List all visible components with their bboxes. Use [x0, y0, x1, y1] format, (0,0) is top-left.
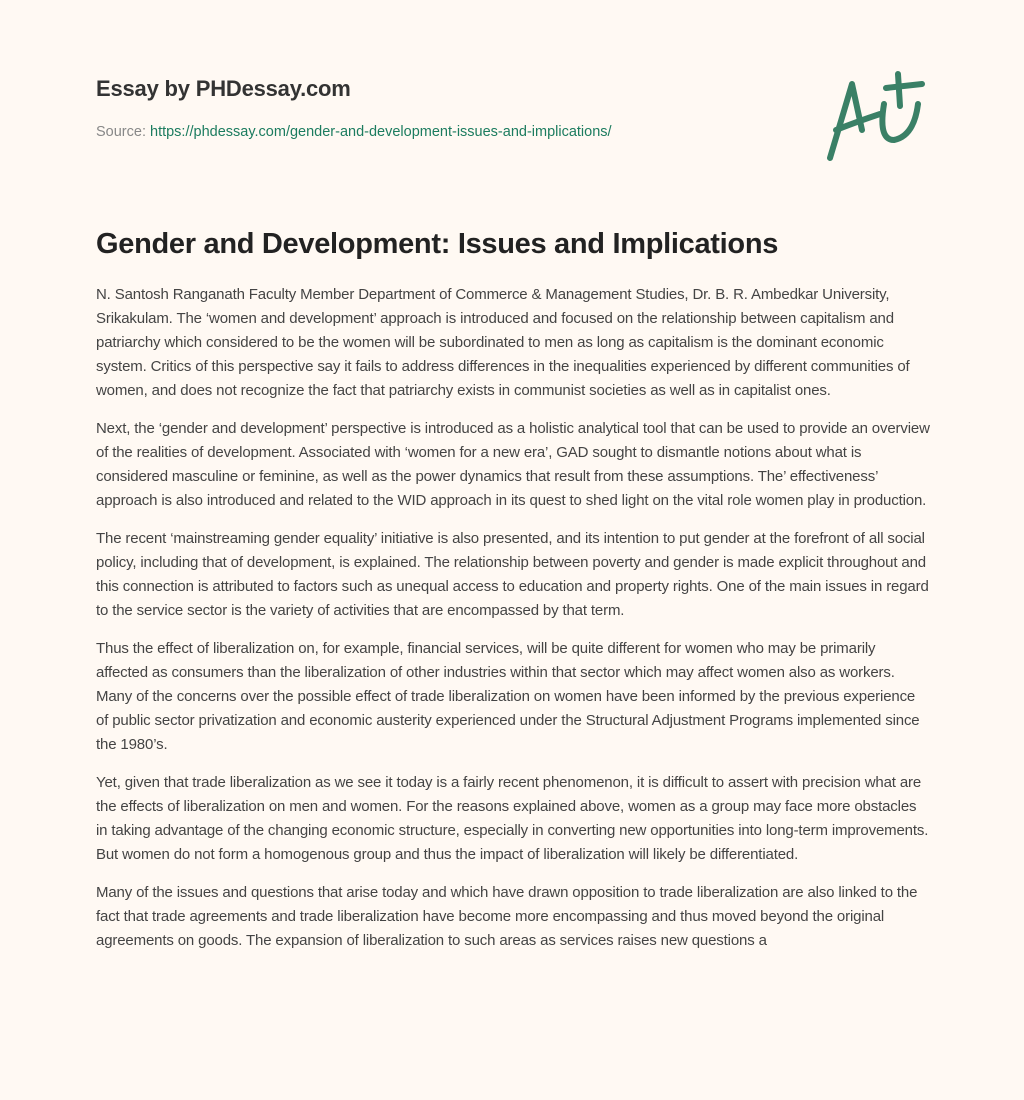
site-title: Essay by PHDessay.com — [96, 76, 351, 101]
article-paragraph: Yet, given that trade liberalization as we see it today is a fairly recent phenomenon, it is difficult to assert with precision what are the effects of liberalization on men and women. For the reasons explained above, women as a group may face more obstacles in taking advantage of the changing economic structure, especially in converting new opportunities into long-term improvements. But women do not form a homogenous group and thus the impact of liberalization will likely be differentiated. — [96, 774, 929, 863]
article-paragraph: The recent ‘mainstreaming gender equality’ initiative is also presented, and its intention to put gender at the forefront of all social policy, including that of development, is explained. The relationship between poverty and gender is made explicit throughout and this connection is attributed to factors such as unequal access to education and property rights. One of the main issues in regard to the service sector is the variety of activities that are encompassed by that term. — [96, 530, 929, 619]
article — [96, 228, 930, 967]
page-header — [96, 76, 612, 140]
source-link[interactable]: https://phdessay.com/gender-and-development-issues-and-implications/ — [150, 124, 612, 140]
article-paragraph: Thus the effect of liberalization on, for example, financial services, will be quite different for women who may be primarily affected as consumers than the liberalization of other industries within that sector which may affect women also as workers. Many of the concerns over the possible effect of trade liberalization on women have been informed by the previous experience of public sector privatization and economic austerity experienced under the Structural Adjustment Programs implemented since the 1980’s. — [96, 640, 920, 753]
article-paragraph: N. Santosh Ranganath Faculty Member Department of Commerce & Management Studies, Dr. B. R. Ambedkar University, Srikakulam. The ‘women and development’ approach is introduced and focused on the relationship between capitalism and patriarchy which considered to be the women will be subordinated to men as long as capitalism is the dominant economic system. Critics of this perspective say it fails to address differences in the inequalities experienced by different communities of women, and does not recognize the fact that patriarchy exists in communist societies as well as in capitalist ones. — [96, 286, 910, 399]
article-paragraph: Many of the issues and questions that arise today and which have drawn opposition to trade liberalization are also linked to the fact that trade agreements and trade liberalization have become more encompassing and thus moved beyond the original agreements on goods. The expansion of liberalization to such areas as services raises new questions a — [96, 884, 918, 949]
a-plus-logo-icon — [822, 70, 926, 162]
article-paragraph: Next, the ‘gender and development’ perspective is introduced as a holistic analytical tool that can be used to provide an overview of the realities of development. Associated with ‘women for a new era’, GAD sought to dismantle notions about what is considered masculine or feminine, as well as the power dynamics that result from these assumptions. The’ effectiveness’ approach is also introduced and related to the WID approach in its quest to shed light on the vital role women play in production. — [96, 420, 930, 509]
article-title: Gender and Development: Issues and Implications — [96, 228, 779, 260]
source-label: Source: — [96, 124, 150, 140]
source-line — [96, 124, 612, 140]
